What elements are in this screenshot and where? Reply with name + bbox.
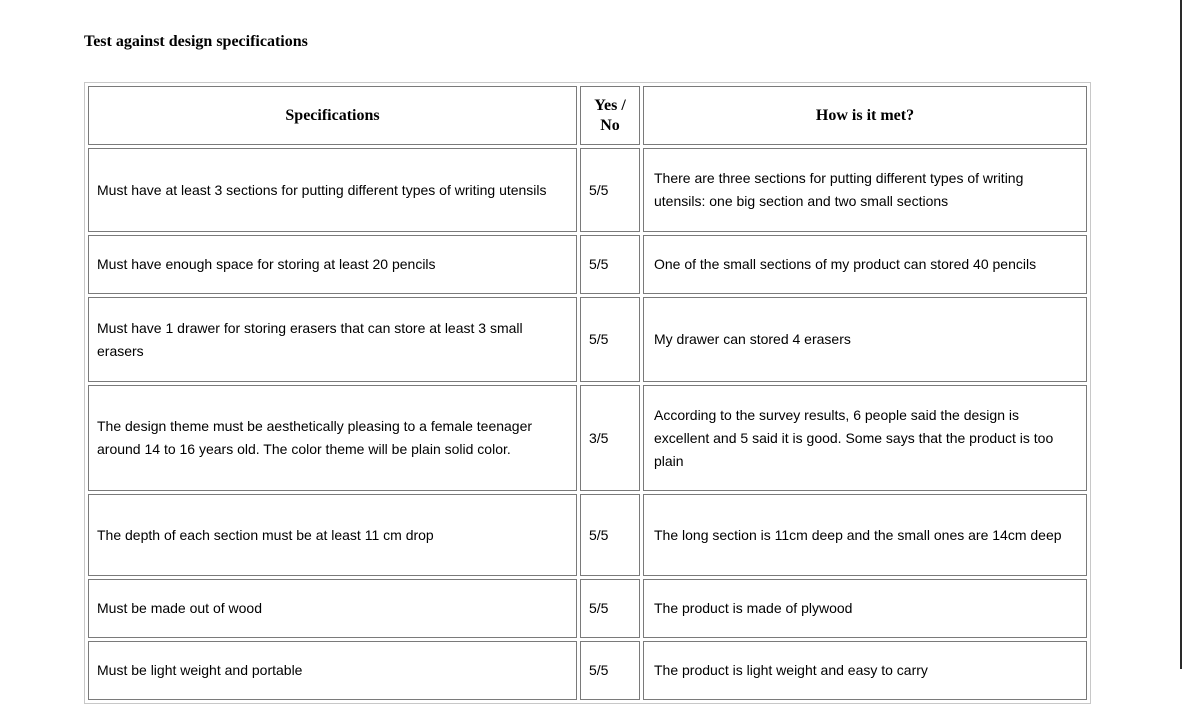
score-cell: 3/5 (580, 385, 640, 491)
table-row (88, 579, 1087, 638)
score-cell: 5/5 (580, 235, 640, 294)
score-cell: 5/5 (580, 641, 640, 700)
spec-cell: The design theme must be aesthetically pleasing to a female teenager around 14 to 16 years old. The color theme will be plain solid color. (88, 385, 577, 491)
spec-cell: Must be made out of wood (88, 579, 577, 638)
header-yes-no: Yes / No (580, 86, 640, 145)
how-cell: The product is light weight and easy to carry (643, 641, 1087, 700)
page-edge (1180, 0, 1182, 669)
spec-cell: Must be light weight and portable (88, 641, 577, 700)
score-cell: 5/5 (580, 148, 640, 232)
table-row (88, 385, 1087, 491)
table-row (88, 235, 1087, 294)
how-cell: The product is made of plywood (643, 579, 1087, 638)
header-specifications: Specifications (88, 86, 577, 145)
document-title: Test against design specifications (84, 33, 308, 50)
how-cell: According to the survey results, 6 people said the design is excellent and 5 said it is good. Some says that the product is too plain (643, 385, 1087, 491)
how-cell: There are three sections for putting different types of writing utensils: one big section and two small sections (643, 148, 1087, 232)
spec-cell: Must have enough space for storing at least 20 pencils (88, 235, 577, 294)
header-how-met: How is it met? (643, 86, 1087, 145)
spec-cell: Must have 1 drawer for storing erasers that can store at least 3 small erasers (88, 297, 577, 382)
how-cell: One of the small sections of my product can stored 40 pencils (643, 235, 1087, 294)
specifications-table (84, 82, 1091, 704)
table-row (88, 297, 1087, 382)
spec-cell: Must have at least 3 sections for putting different types of writing utensils (88, 148, 577, 232)
score-cell: 5/5 (580, 297, 640, 382)
table-header-row (88, 86, 1087, 145)
how-cell: My drawer can stored 4 erasers (643, 297, 1087, 382)
table-row (88, 494, 1087, 576)
spec-cell: The depth of each section must be at least 11 cm drop (88, 494, 577, 576)
how-cell: The long section is 11cm deep and the small ones are 14cm deep (643, 494, 1087, 576)
score-cell: 5/5 (580, 579, 640, 638)
table-row (88, 641, 1087, 700)
table-row (88, 148, 1087, 232)
score-cell: 5/5 (580, 494, 640, 576)
